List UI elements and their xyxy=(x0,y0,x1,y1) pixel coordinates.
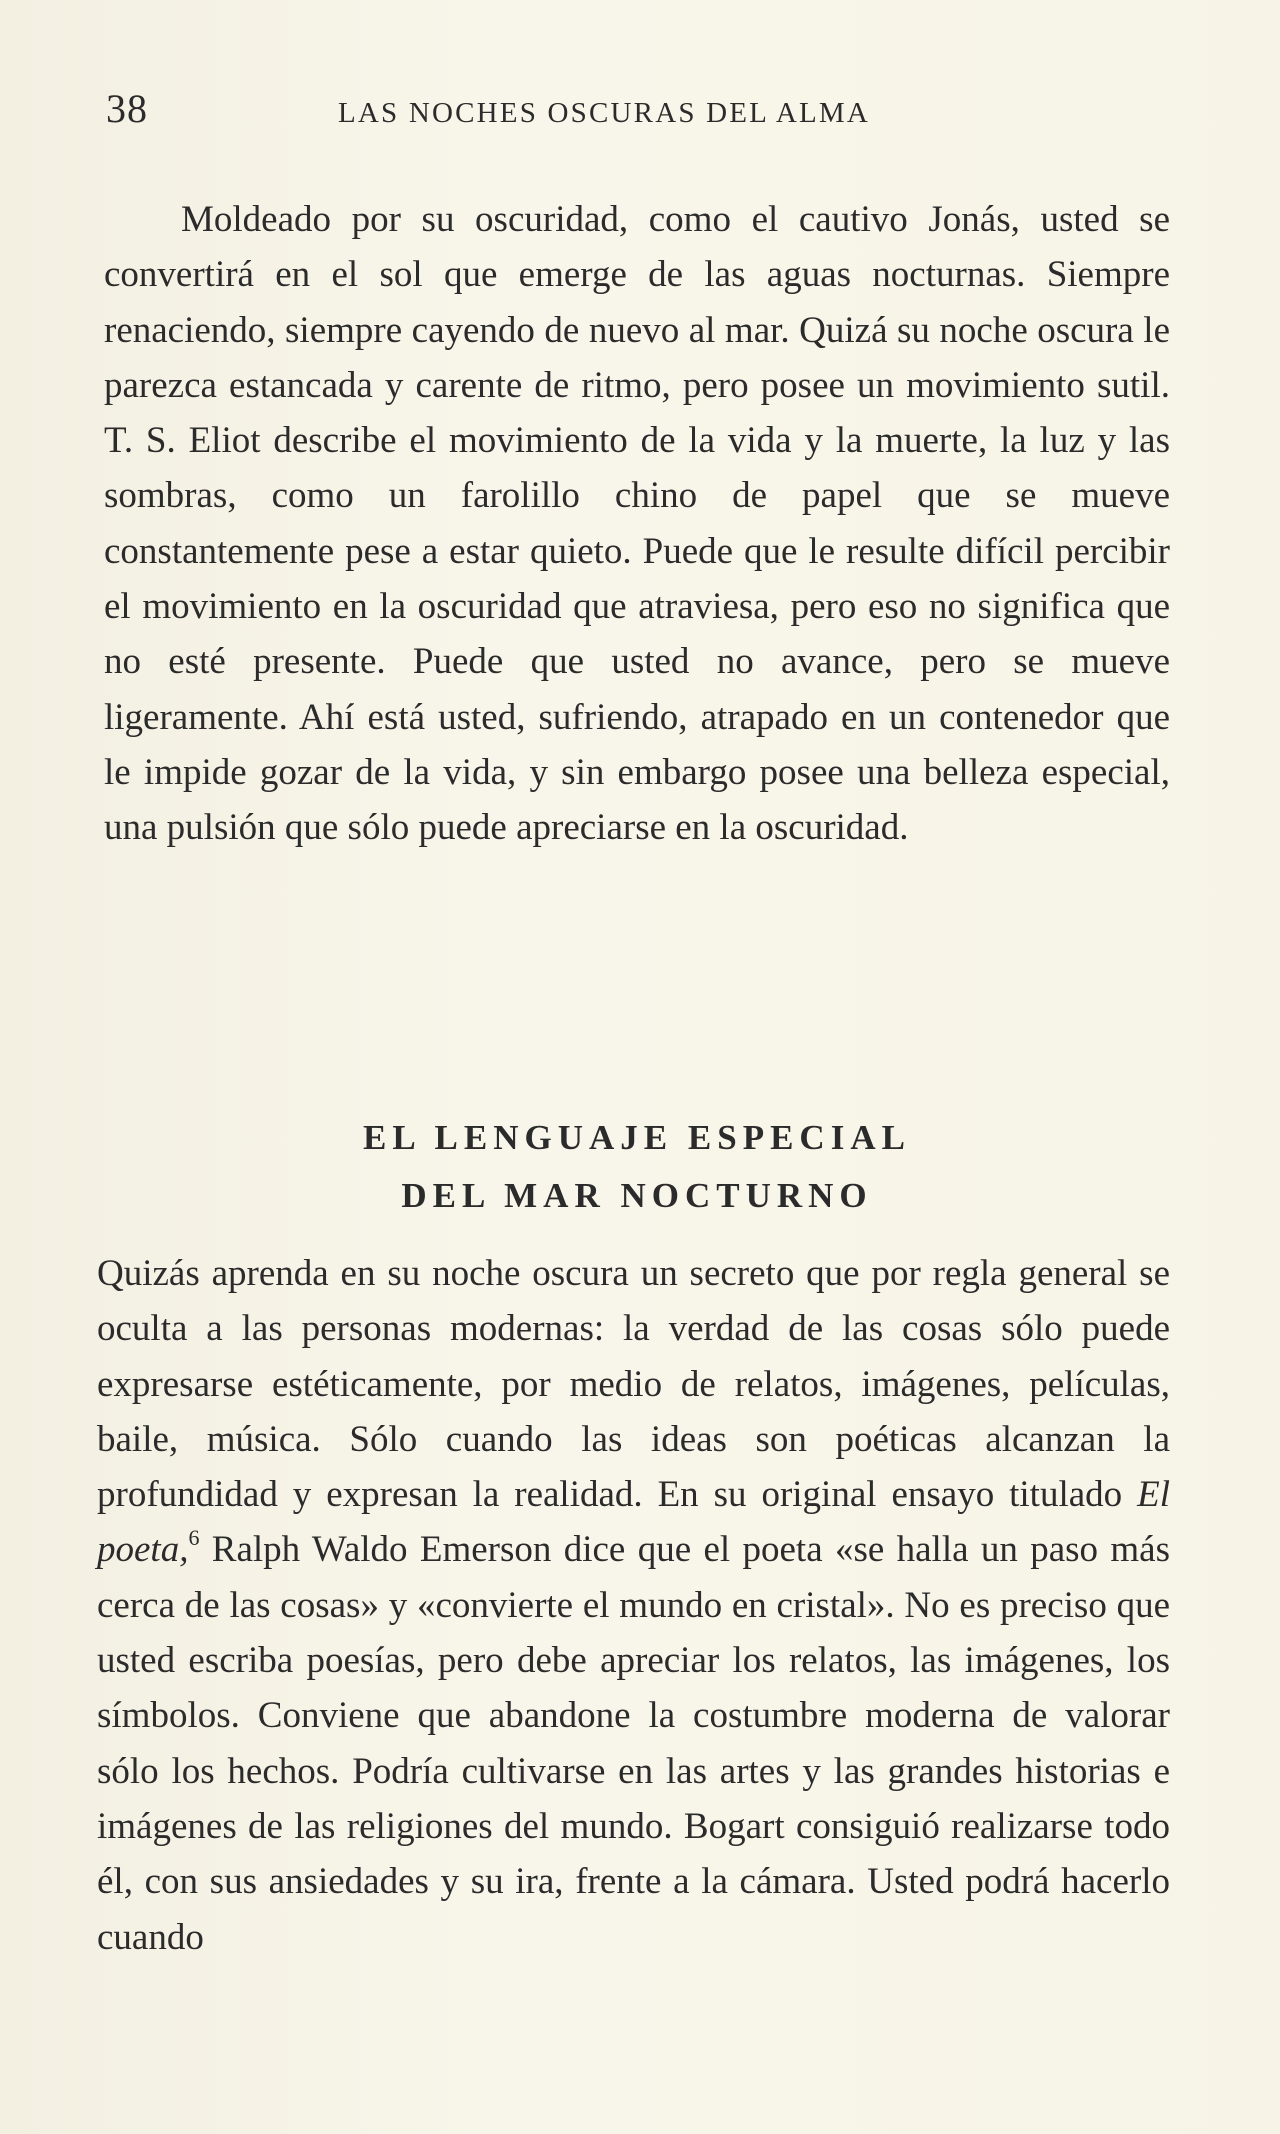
footnote-marker[interactable]: 6 xyxy=(188,1525,200,1551)
page-number: 38 xyxy=(106,86,148,131)
running-head: LAS NOCHES OSCURAS DEL ALMA xyxy=(338,97,871,129)
section-heading xyxy=(104,1109,1170,1225)
essay-title: El poeta, xyxy=(97,1474,1170,1571)
page-header xyxy=(106,84,1166,134)
body-paragraph-2 xyxy=(97,1246,1170,1965)
body-paragraph-1: Moldeado por su oscuridad, como el cautivo Jonás, usted se convertirá en el sol que emerge de las aguas nocturnas. Siempre renaciendo, siempre cayendo de nuevo al mar. Quizá su noche oscura le parezca estancada y carente de ritmo, pero posee un movimiento sutil. T. S. Eliot describe el movimiento de la vida y la muerte, la luz y las sombras, como un farolillo chino de papel que se mueve constantemente pese a estar quieto. Puede que le resulte difícil percibir el movimiento en la oscuridad que atraviesa, pero eso no significa que no esté presente. Puede que usted no avance, pero se mueve ligeramente. Ahí está usted, sufriendo, atrapado en un contenedor que le impide gozar de la vida, y sin embargo posee una belleza especial, una pulsión que sólo puede apreciarse en la oscuridad. xyxy=(104,199,1170,849)
paragraph-2-text-end: Ralph Waldo Emerson dice que el poeta «se halla un paso más cerca de las cosas» y «convierte el mundo en cristal». No es preciso que usted escriba poesías, pero debe apreciar los relatos, las imágenes, los símbolos. Conviene que abandone la costumbre moderna de valorar sólo los hechos. Podría cultivarse en las artes y las grandes historias e imágenes de las religiones del mundo. Bogart consiguió realizarse todo él, con sus ansiedades y su ira, frente a la cámara. Usted podrá hacerlo cuando xyxy=(97,1529,1170,1958)
section-heading-line-1: EL LENGUAJE ESPECIAL xyxy=(363,1118,911,1158)
paragraph-2-text-start: Quizás aprenda en su noche oscura un secreto que por regla general se oculta a las personas modernas: la verdad de las cosas sólo puede expresarse estéticamente, por medio de relatos, imágenes, películas, baile, música. Sólo cuando las ideas son poéticas alcanzan la profundidad y expresan la realidad. En su original ensayo titulado xyxy=(97,1253,1170,1516)
section-heading-line-2: DEL MAR NOCTURNO xyxy=(401,1176,873,1216)
